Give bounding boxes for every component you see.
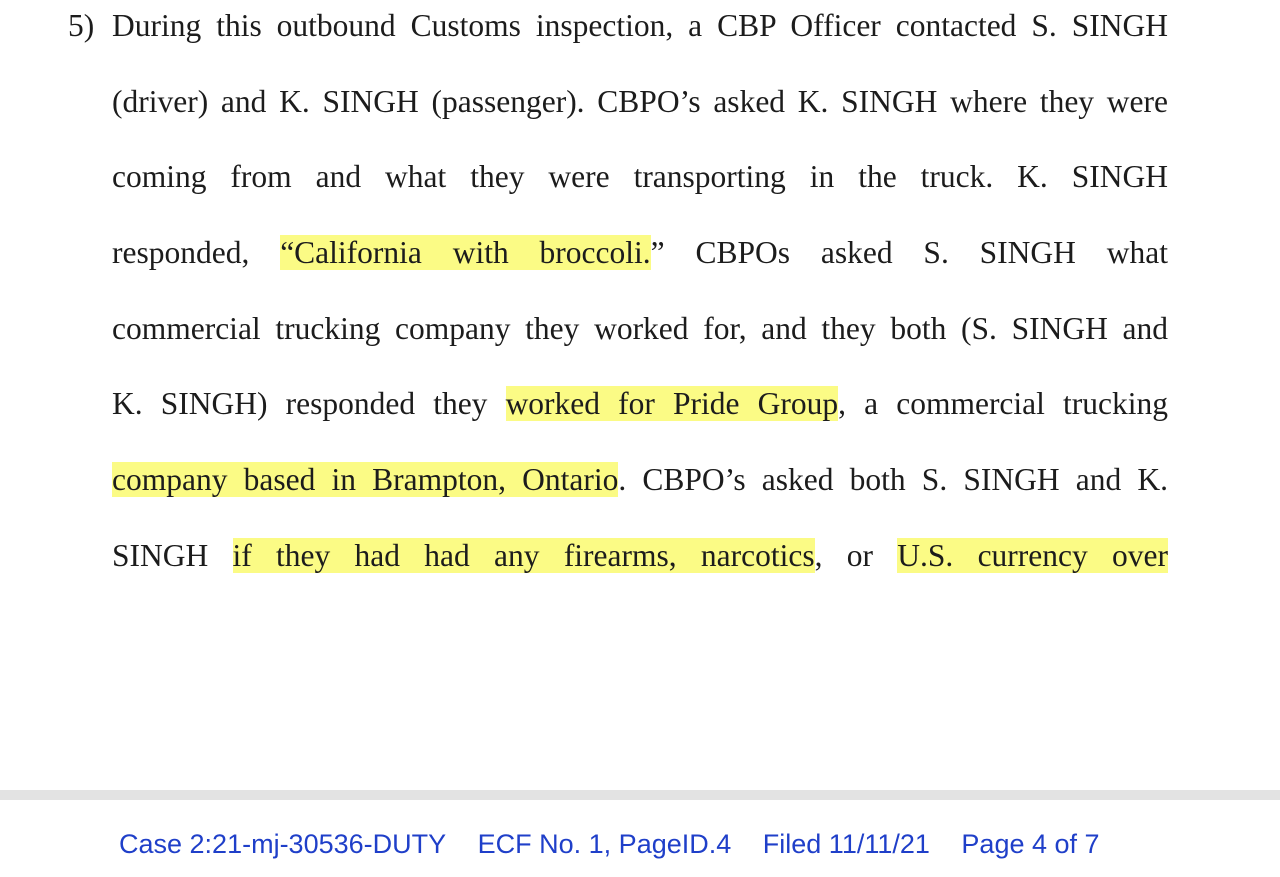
page-count: Page 4 of 7 [961,829,1100,859]
paragraph-line [112,460,1168,500]
text-run: coming from and what they were transporting in the truck. K. SINGH [112,159,1168,194]
paragraph-line [112,157,1168,197]
text-run: commercial trucking company they worked for, and they both (S. SINGH and [112,311,1168,346]
paragraph-line [112,309,1168,349]
paragraph-number: 5) [68,8,95,43]
text-run: SINGH [112,538,233,573]
ecf-footer [119,826,1100,862]
case-number: Case 2:21-mj-30536-DUTY [119,829,447,859]
page-divider [0,790,1280,800]
text-run: , a commercial trucking [838,386,1168,421]
highlighted-text: U.S. currency over [897,538,1168,573]
paragraph-line [112,233,1168,273]
paragraph-line [112,384,1168,424]
paragraph-line [112,6,1168,46]
highlighted-text: worked for Pride Group [505,386,839,421]
highlighted-text: “California with broccoli. [280,235,651,270]
paragraph-line [112,82,1168,122]
text-run: , or [814,538,898,573]
highlighted-text: company based in Brampton, Ontario [112,462,619,497]
text-run: ” CBPOs asked S. SINGH what [650,235,1168,270]
text-run: (driver) and K. SINGH (passenger). CBPO’s asked K. SINGH where they were [112,84,1168,119]
text-run: K. SINGH) responded they [112,386,506,421]
paragraph-line [112,536,1168,576]
text-run: responded, [112,235,281,270]
ecf-page-id: ECF No. 1, PageID.4 [477,829,732,859]
text-run: . CBPO’s asked both S. SINGH and K. [618,462,1168,497]
filed-date: Filed 11/11/21 [762,829,930,859]
highlighted-text: if they had had any firearms, narcotics [232,538,815,573]
text-run: During this outbound Customs inspection, a CBP Officer contacted S. SINGH [112,8,1168,43]
